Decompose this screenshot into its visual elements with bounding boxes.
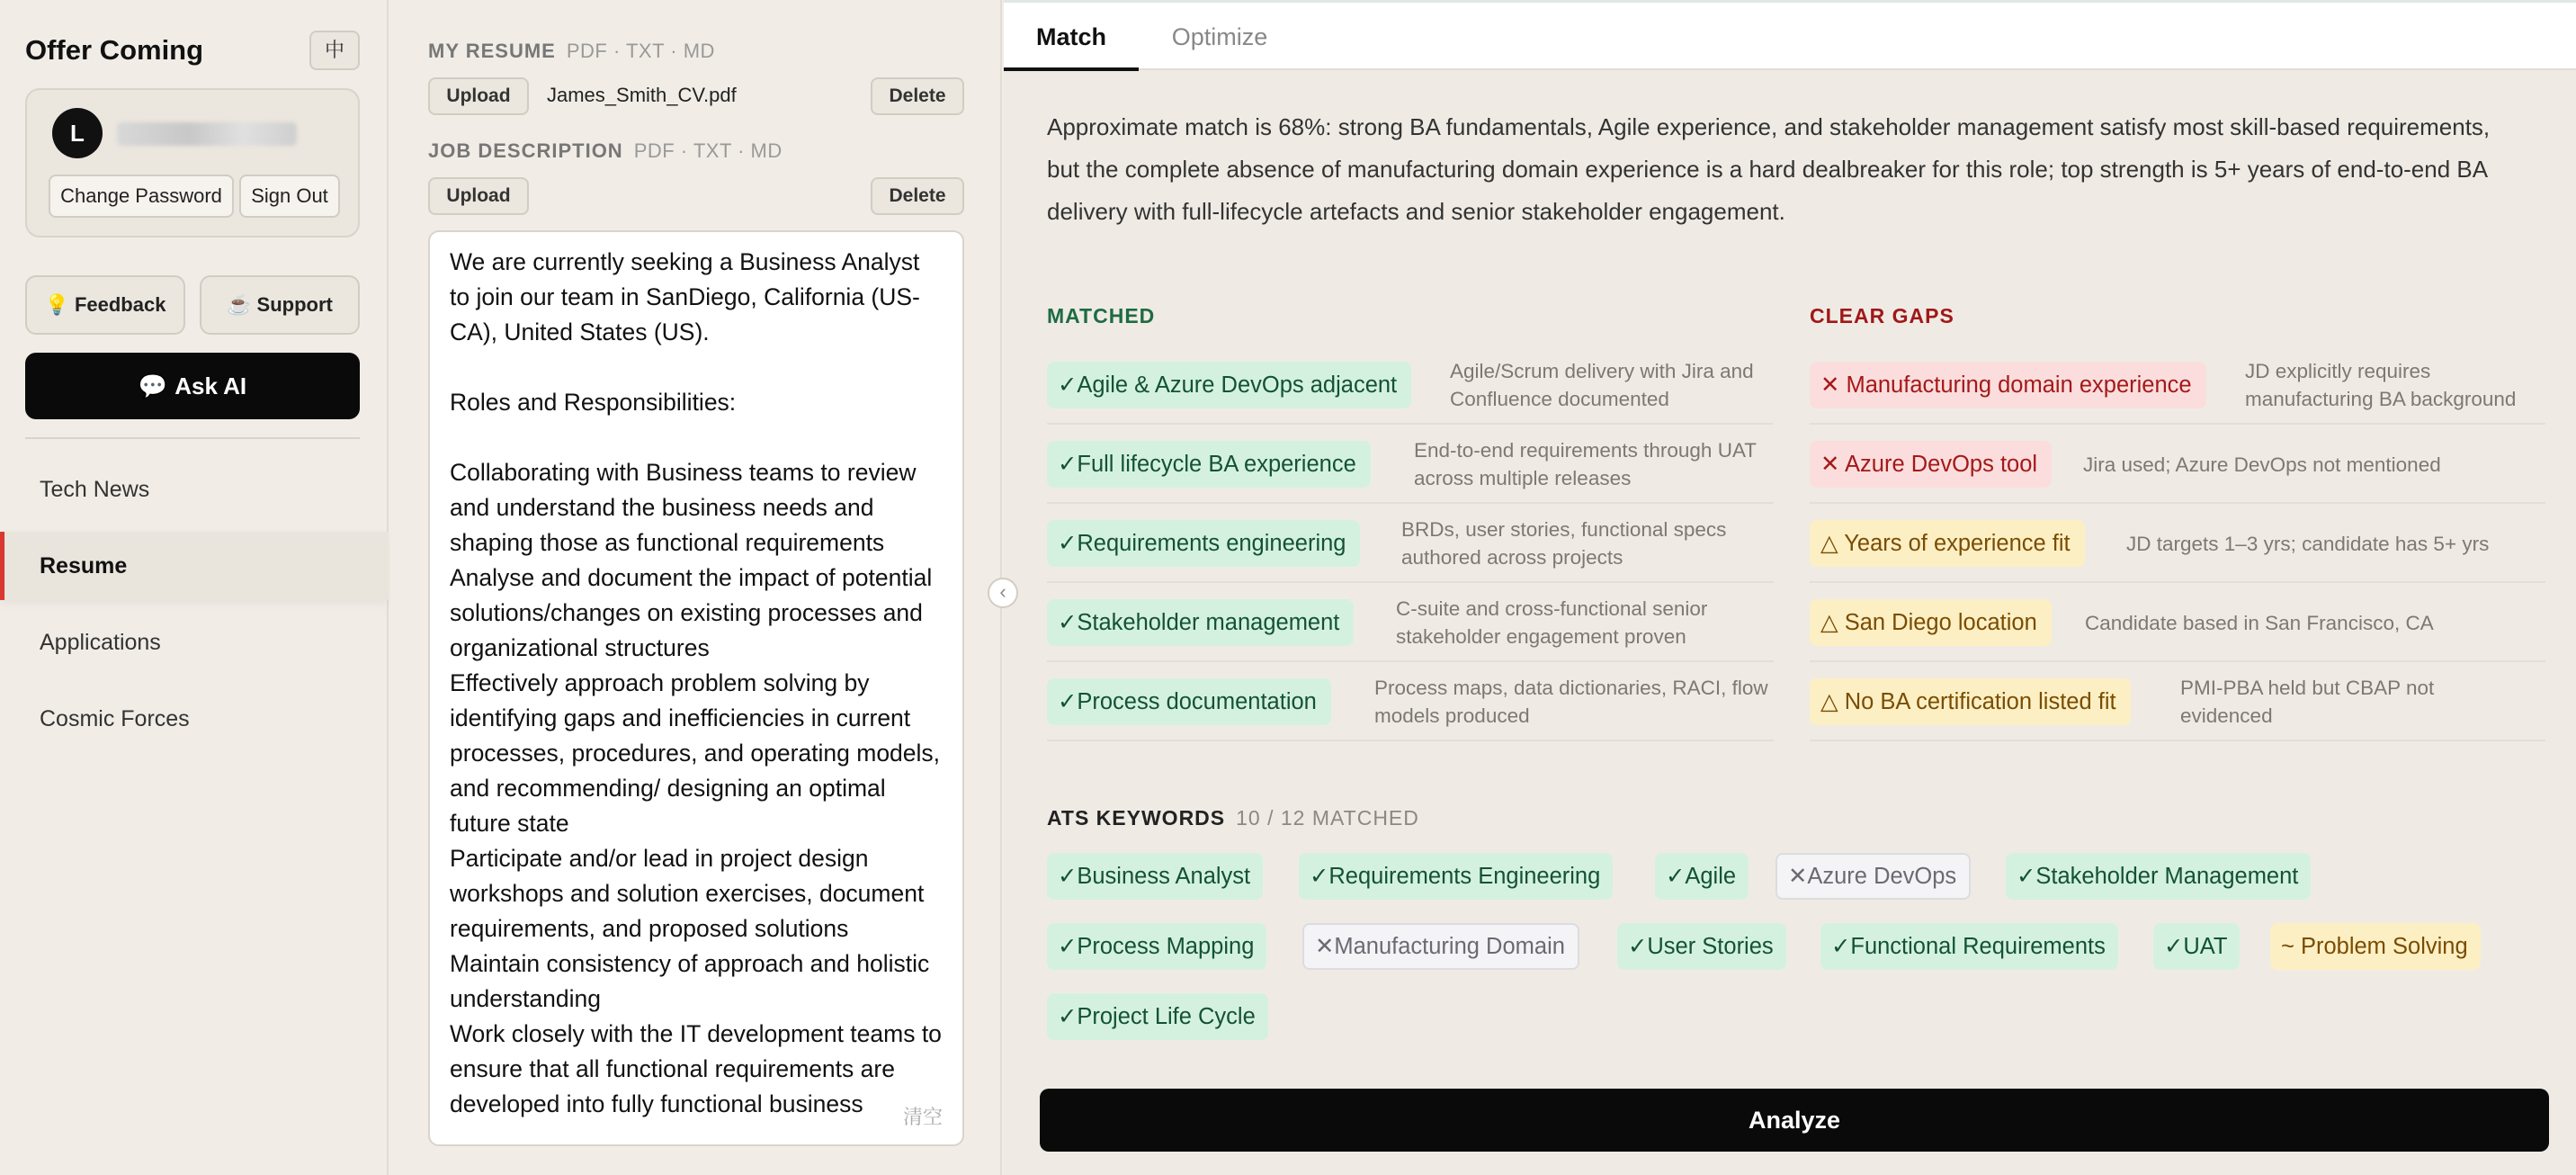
matched-pill: ✓Stakeholder management xyxy=(1047,599,1354,646)
resume-delete-button[interactable]: Delete xyxy=(871,77,964,115)
tab-optimize[interactable]: Optimize xyxy=(1171,23,1268,50)
resume-file-name: James_Smith_CV.pdf xyxy=(547,84,737,106)
ats-keywords-label: ATS KEYWORDS xyxy=(1047,806,1226,830)
matched-note: C-suite and cross-functional senior stakeholder engagement proven xyxy=(1396,597,1708,648)
results-panel xyxy=(1004,0,2576,1175)
gap-note: Candidate based in San Francisco, CA xyxy=(2085,611,2434,634)
sidebar-item-applications[interactable]: Applications xyxy=(40,630,161,655)
sidebar-item-tech-news[interactable]: Tech News xyxy=(40,477,150,502)
sidebar xyxy=(0,0,389,1175)
gap-pill: △ Years of experience fit xyxy=(1810,520,2085,567)
gap-note: Jira used; Azure DevOps not mentioned xyxy=(2083,453,2441,476)
gap-pill: △ No BA certification listed fit xyxy=(1810,678,2131,725)
keyword-chip: ✓Requirements Engineering xyxy=(1299,853,1613,900)
matched-pill: ✓Agile & Azure DevOps adjacent xyxy=(1047,362,1411,408)
app-title: Offer Coming xyxy=(25,34,204,66)
ask-ai-button[interactable] xyxy=(25,353,360,419)
matched-pill: ✓Process documentation xyxy=(1047,678,1331,725)
job-formats: PDF · TXT · MD xyxy=(633,139,783,162)
matched-note: BRDs, user stories, functional specs authored across projects xyxy=(1401,518,1727,569)
matched-note: End-to-end requirements through UAT across multiple releases xyxy=(1414,439,1757,489)
feedback-button[interactable] xyxy=(25,275,185,335)
keyword-chip: ~ Problem Solving xyxy=(2270,923,2481,970)
support-label: Support xyxy=(256,293,333,316)
job-upload-button[interactable]: Upload xyxy=(428,177,529,215)
change-password-button[interactable]: Change Password xyxy=(49,175,234,218)
sidebar-item-resume[interactable]: Resume xyxy=(0,532,389,600)
resume-upload-button[interactable]: Upload xyxy=(428,77,529,115)
ask-ai-label: Ask AI xyxy=(174,372,247,399)
keyword-chip: ✓Business Analyst xyxy=(1047,853,1263,900)
gap-note: JD explicitly requires manufacturing BA background xyxy=(2245,360,2517,410)
job-heading-label: JOB DESCRIPTION xyxy=(428,139,623,162)
brand-row xyxy=(25,31,360,70)
keyword-chip: ✓Process Mapping xyxy=(1047,923,1266,970)
matched-pill: ✓Full lifecycle BA experience xyxy=(1047,441,1371,488)
feedback-label: Feedback xyxy=(74,293,166,316)
match-summary: Approximate match is 68%: strong BA fundamentals, Agile experience, and stakeholder management satisfy most skill-based requirements, but the complete absence of manufacturing domain experience is a hard dealbreaker for this role; top strength is 5+ years of end-to-end BA delivery with full-lifecycle artefacts and senior stakeholder engagement. xyxy=(1047,113,2491,225)
matched-note: Process maps, data dictionaries, RACI, flow models produced xyxy=(1374,677,1768,727)
ats-keywords-count: 10 / 12 MATCHED xyxy=(1236,806,1419,830)
chat-bubble-icon: 💬 xyxy=(138,372,168,399)
coffee-icon: ☕ xyxy=(227,293,252,316)
gap-row xyxy=(1810,504,2545,583)
tab-bar xyxy=(1004,0,2576,70)
keyword-chip: ✓Stakeholder Management xyxy=(2006,853,2311,900)
user-name-redacted xyxy=(117,122,297,146)
gap-pill: ✕ Manufacturing domain experience xyxy=(1810,362,2206,408)
language-toggle-button[interactable]: 中 xyxy=(309,31,360,70)
matched-row xyxy=(1047,662,1774,741)
job-description-heading xyxy=(428,138,783,165)
collapse-panel-chevron-icon[interactable]: ‹ xyxy=(988,578,1018,608)
gap-row xyxy=(1810,425,2545,504)
job-description-text: We are currently seeking a Business Analyst to join our team in SanDiego, California (US-CA), United States (US). Roles and Responsibilities: Collaborating with Business teams to review and understand the business needs and shaping those as functional requirements Analyse and document the impact of potential solutions/changes on existing processes and organizational structures Effectively approach problem solving by identifying gaps and inefficiencies in current processes, procedures, and operating models, and recommending/ designing an optimal future state Participate and/or lead in project design workshops and solution exercises, document requirements, and proposed solutions Maintain consistency of approach and holistic understanding Work closely with the IT development teams to ensure that all functional requirements are developed into fully functional business xyxy=(450,248,942,1117)
sidebar-divider xyxy=(25,437,360,439)
gap-note: PMI-PBA held but CBAP not evidenced xyxy=(2180,677,2435,727)
clear-gaps-heading: CLEAR GAPS xyxy=(1810,304,1954,327)
matched-note: Agile/Scrum delivery with Jira and Confluence documented xyxy=(1450,360,1754,410)
keyword-chip: ✕Azure DevOps xyxy=(1775,853,1971,900)
keyword-chip: ✓User Stories xyxy=(1617,923,1786,970)
clear-button[interactable]: 清空 xyxy=(903,1102,943,1130)
gap-row xyxy=(1810,345,2545,425)
keyword-chip: ✓UAT xyxy=(2153,923,2240,970)
matched-row xyxy=(1047,425,1774,504)
tab-match[interactable]: Match xyxy=(1004,3,1139,71)
gap-note: JD targets 1–3 yrs; candidate has 5+ yrs xyxy=(2126,532,2490,555)
matched-row xyxy=(1047,583,1774,662)
keyword-chip: ✓Functional Requirements xyxy=(1820,923,2118,970)
matched-pill: ✓Requirements engineering xyxy=(1047,520,1360,567)
keyword-chip: ✕Manufacturing Domain xyxy=(1302,923,1579,970)
gap-pill: ✕ Azure DevOps tool xyxy=(1810,441,2052,488)
sign-out-button[interactable]: Sign Out xyxy=(239,175,340,218)
resume-heading-label: MY RESUME xyxy=(428,40,556,62)
input-panel xyxy=(390,0,1002,1175)
avatar[interactable]: L xyxy=(52,108,103,158)
matched-row xyxy=(1047,504,1774,583)
keyword-chip: ✓Agile xyxy=(1655,853,1749,900)
keyword-chip: ✓Project Life Cycle xyxy=(1047,993,1268,1040)
gap-row xyxy=(1810,583,2545,662)
job-delete-button[interactable]: Delete xyxy=(871,177,964,215)
matched-heading: MATCHED xyxy=(1047,304,1156,327)
gap-row xyxy=(1810,662,2545,741)
ats-keywords-heading xyxy=(1047,803,1419,833)
lightbulb-icon: 💡 xyxy=(44,293,69,316)
gap-pill: △ San Diego location xyxy=(1810,599,2052,646)
sidebar-item-cosmic-forces[interactable]: Cosmic Forces xyxy=(40,706,190,731)
resume-formats: PDF · TXT · MD xyxy=(566,40,715,62)
matched-row xyxy=(1047,345,1774,425)
job-description-textarea[interactable] xyxy=(428,230,964,1146)
resume-heading xyxy=(428,38,715,65)
analyze-button[interactable]: Analyze xyxy=(1040,1089,2549,1152)
user-card xyxy=(25,88,360,238)
support-button[interactable] xyxy=(200,275,360,335)
